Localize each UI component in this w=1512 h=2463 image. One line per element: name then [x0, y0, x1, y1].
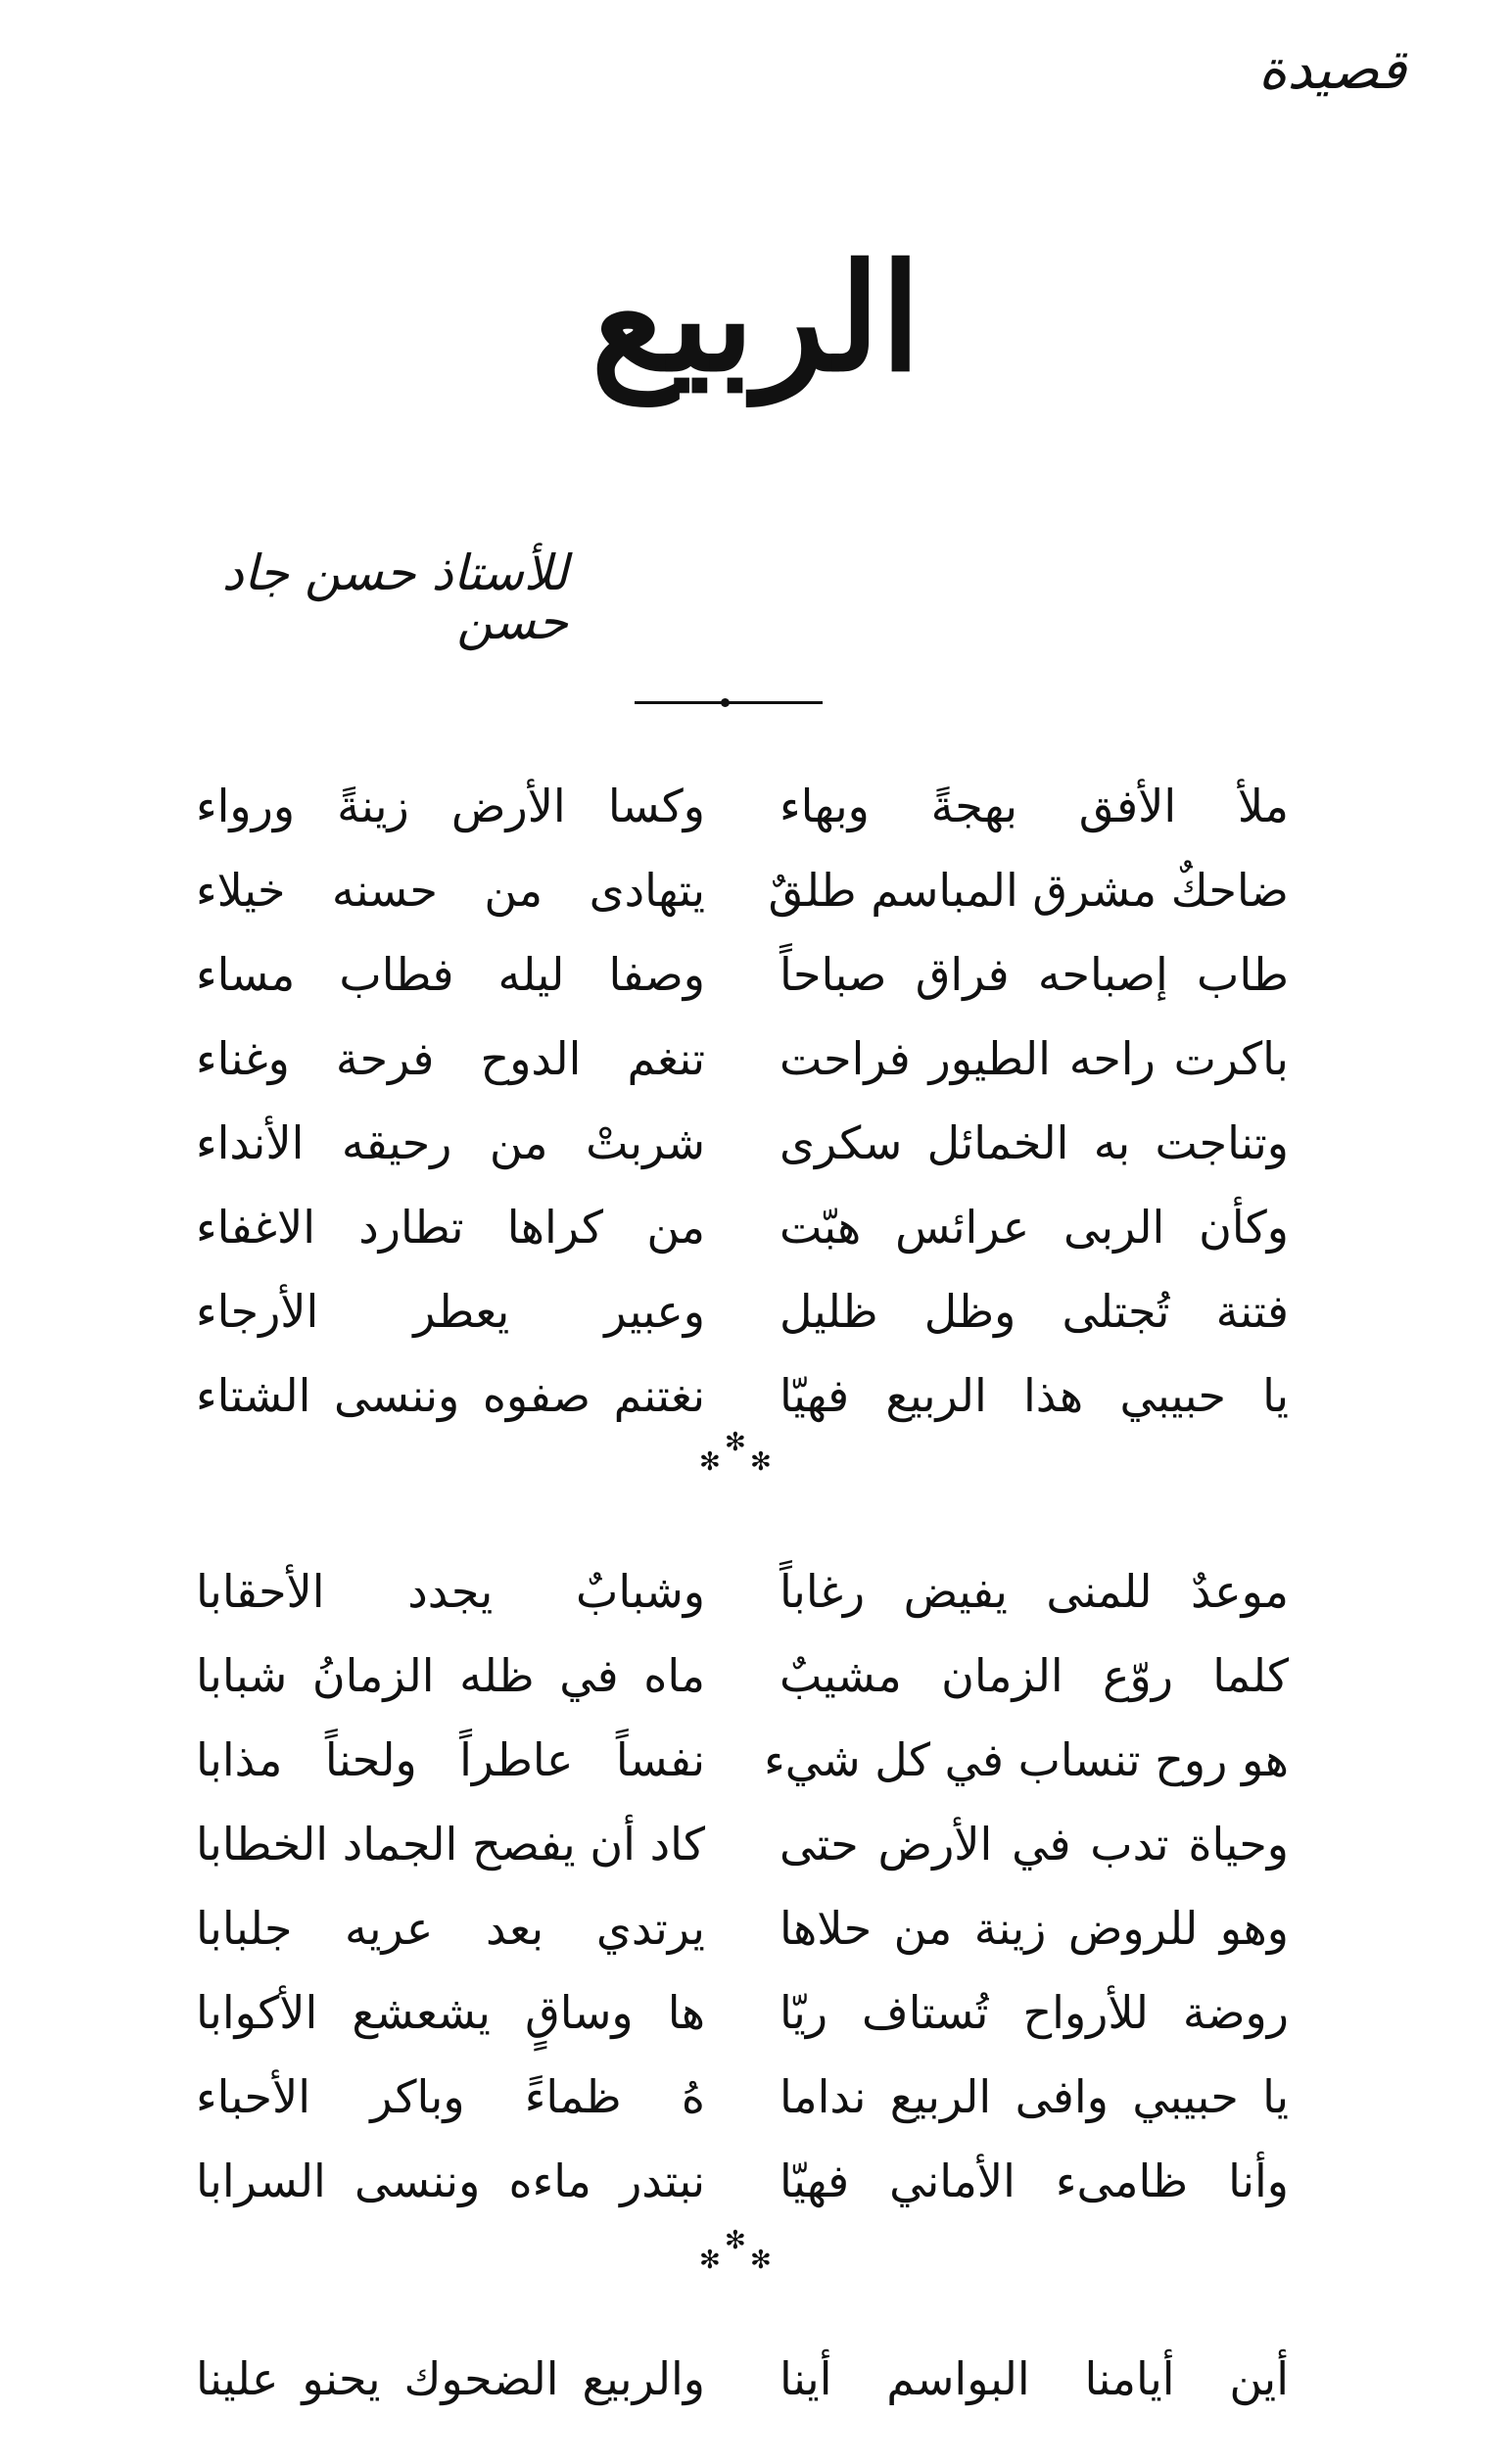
verse-second-hemistich: نغتنم صفوه وننسى الشتاء — [196, 1369, 705, 1422]
section-label: قصيدة — [1258, 38, 1406, 102]
verse-first-hemistich: وحياة تدب في الأرض حتى — [780, 1818, 1289, 1871]
verse-first-hemistich: هو روح تنساب في كل شيء — [764, 1733, 1289, 1786]
verse-second-hemistich: وكسا الأرض زينةً ورواء — [196, 780, 705, 832]
verse-second-hemistich: وشبابٌ يجدد الأحقابا — [196, 1565, 705, 1618]
verse-second-hemistich: يتهادى من حسنه خيلاء — [196, 864, 705, 917]
poem-title: الربيع — [591, 232, 921, 404]
stanza-2 — [0, 1549, 1512, 2223]
verse-first-hemistich: وأنا ظامىء الأماني فهيّا — [780, 2155, 1289, 2207]
verse — [0, 848, 1512, 932]
verse — [0, 2055, 1512, 2139]
verse-first-hemistich: ضاحكٌ مشرق المباسم طلقٌ — [768, 864, 1289, 917]
verse — [0, 1634, 1512, 1718]
ornament-star-icon: ✻ — [750, 1447, 772, 1477]
verse-first-hemistich: باكرت راحه الطيور فراحت — [780, 1032, 1289, 1085]
verse — [0, 1353, 1512, 1438]
verse-second-hemistich: نفساً عاطراً ولحناً مذابا — [196, 1733, 705, 1786]
verse — [0, 1802, 1512, 1886]
author-byline: للأستاذ حسن جاد حسن — [221, 545, 568, 650]
verse-second-hemistich: ماه في ظله الزمانُ شبابا — [196, 1649, 705, 1702]
verse-second-hemistich: نبتدر ماءه وننسى السرابا — [196, 2155, 705, 2207]
verse-second-hemistich: تنغم الدوح فرحة وغناء — [196, 1032, 705, 1085]
verse — [0, 1718, 1512, 1802]
verse — [0, 932, 1512, 1017]
verse — [0, 1017, 1512, 1101]
verse-first-hemistich: أين أيامنا البواسم أينا — [780, 2352, 1289, 2405]
verse — [0, 1269, 1512, 1353]
verse-first-hemistich: يا حبيبي وافى الربيع نداما — [780, 2070, 1289, 2123]
stanza-1 — [0, 764, 1512, 1438]
verse-first-hemistich: وكأن الربى عرائس هبّت — [780, 1201, 1289, 1254]
verse — [0, 1101, 1512, 1185]
verse-second-hemistich: يرتدي بعد عريه جلبابا — [196, 1902, 705, 1955]
verse-first-hemistich: وهو للروض زينة من حلاها — [780, 1902, 1289, 1955]
verse — [0, 764, 1512, 848]
ornament-star-icon: ✻ — [699, 2246, 721, 2275]
verse-first-hemistich: طاب إصباحه فراق صباحاً — [780, 948, 1289, 1001]
verse — [0, 1886, 1512, 1970]
verse-second-hemistich: وصفا ليله فطاب مساء — [196, 948, 705, 1001]
verse-first-hemistich: موعدٌ للمنى يفيض رغاباً — [780, 1565, 1289, 1618]
verse-second-hemistich: ها وساقٍ يشعشع الأكوابا — [196, 1986, 705, 2039]
ornament-star-icon: ✻ — [750, 2246, 772, 2275]
verse-first-hemistich: وتناجت به الخمائل سكرى — [780, 1116, 1289, 1169]
stanza-divider-ornament — [697, 2228, 776, 2277]
verse-second-hemistich: من كراها تطارد الاغفاء — [196, 1201, 705, 1254]
verse — [0, 1970, 1512, 2055]
verse-first-hemistich: ملأ الأفق بهجةً وبهاء — [780, 780, 1289, 832]
title-divider-dot — [721, 698, 730, 707]
ornament-star-icon: ✻ — [725, 1428, 746, 1457]
verse — [0, 1549, 1512, 1634]
stanza-divider-ornament — [697, 1430, 776, 1479]
verse-second-hemistich: والربيع الضحوك يحنو علينا — [196, 2352, 705, 2405]
verse-first-hemistich: كلما روّع الزمان مشيبٌ — [780, 1649, 1289, 1702]
verse — [0, 2337, 1512, 2421]
verse-second-hemistich: وعبير يعطر الأرجاء — [196, 1285, 705, 1338]
stanza-3 — [0, 2337, 1512, 2421]
verse-second-hemistich: هُ ظماءً وباكر الأحباء — [196, 2070, 705, 2123]
verse-first-hemistich: فتنة تُجتلى وظل ظليل — [780, 1285, 1289, 1338]
ornament-star-icon: ✻ — [699, 1447, 721, 1477]
verse — [0, 1185, 1512, 1269]
verse-first-hemistich: يا حبيبي هذا الربيع فهيّا — [780, 1369, 1289, 1422]
ornament-star-icon: ✻ — [725, 2226, 746, 2255]
verse-second-hemistich: شربتْ من رحيقه الأنداء — [196, 1116, 705, 1169]
verse — [0, 2139, 1512, 2223]
verse-first-hemistich: روضة للأرواح تُستاف ريّا — [780, 1986, 1289, 2039]
verse-second-hemistich: كاد أن يفصح الجماد الخطابا — [196, 1818, 705, 1871]
